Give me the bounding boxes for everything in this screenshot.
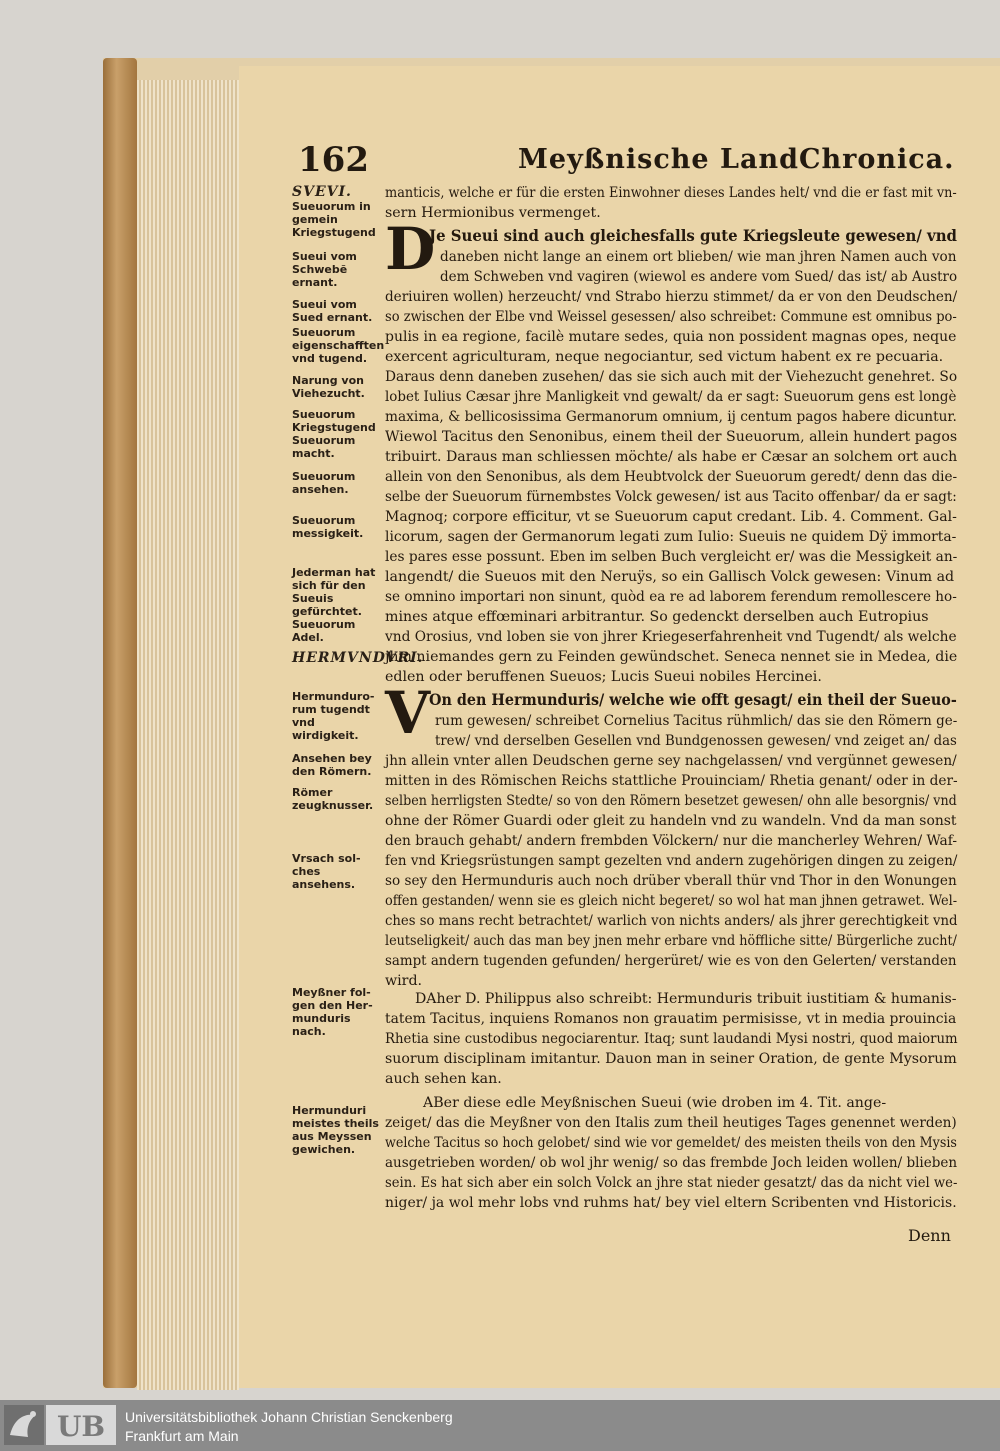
text-line: On den Hermunduris/ welche wie offt gesagt/ ein theil der Sueuo- xyxy=(429,690,957,709)
text-line: les pares esse possunt. Eben im selben Buch vergleicht er/ was die Messigkeit an- xyxy=(385,549,958,565)
marginal-section-heading: HERMVNDVRI. xyxy=(292,650,424,666)
marginal-section-heading: SVEVI. xyxy=(292,184,352,200)
text-line: jhm niemandes gern zu Feinden gewündschet. Seneca nennet sie in Medea, die xyxy=(385,649,958,665)
text-line: Je Sueui sind auch gleichesfalls gute Kriegsleute gewesen/ vnd xyxy=(429,226,958,245)
text-line: tribuirt. Daraus man schliessen möchte/ als habe er Cæsar an solchem ort auch xyxy=(385,449,958,465)
text-line: DAher D. Philippus also schreibt: Hermunduris tribuit iustitiam & humanis- xyxy=(415,991,957,1007)
marginal-note: Hermunduro-rum tugendt vnd wirdigkeit. xyxy=(292,690,375,742)
footer-bar xyxy=(0,1400,1000,1451)
text-line: manticis, welche er für die ersten Einwohner dieses Landes helt/ vnd die er fast mit vn- xyxy=(385,185,957,201)
text-line: se omnino importari non sinunt, quòd ea re ad laborem ferendum remollescere ho- xyxy=(385,589,957,605)
marginal-note: Sueui vom Sued ernant. xyxy=(292,298,373,324)
text-line: niger/ ja wol mehr lobs vnd ruhms hat/ bey viel eltern Scribenten vnd Historicis. xyxy=(385,1195,957,1211)
text-line: zeiget/ das die Meyßner von den Italis zum theil heutiges Tages genennet werden) xyxy=(385,1115,957,1131)
marginal-note: Narung von Viehezucht. xyxy=(292,374,365,400)
text-line: allein von den Senonibus, als dem Heubtvolck der Sueuorum geredt/ denn das die- xyxy=(385,469,958,485)
marginal-note: Sueuorum ansehen. xyxy=(292,470,356,496)
marginal-note: Ansehen bey den Römern. xyxy=(292,752,372,778)
text-line: trew/ vnd derselben Gesellen vnd Bundgenossen gewesen/ vnd zeiget an/ das xyxy=(435,733,957,749)
text-line: Magnoq; corpore efficitur, vt se Sueuorum caput credant. Lib. 4. Comment. Gal- xyxy=(385,509,957,525)
text-line: vnd Orosius, vnd loben sie von jhrer Kriegeserfahrenheit vnd Tugendt/ als welche xyxy=(385,629,957,645)
page-number: 162 xyxy=(298,140,369,180)
marginal-note: Sueuorum Adel. xyxy=(292,618,356,644)
text-line: Daraus denn daneben zusehen/ das sie sich auch mit der Viehezucht genehret. So xyxy=(385,369,958,385)
library-location: Frankfurt am Main xyxy=(125,1428,239,1444)
text-line: wird. xyxy=(385,973,423,989)
text-line: sampt andern tugenden gefunden/ hergerüret/ wie es von den Gelerten/ verstanden xyxy=(385,953,957,969)
text-line: exercent agriculturam, neque negociantur, sed victum habent ex re pecuaria. xyxy=(385,349,944,365)
text-line: mitten in des Römischen Reichs stattliche Prouinciam/ Rhetia genant/ oder in der- xyxy=(385,773,958,789)
text-line: selben herrligsten Stedte/ so von den Römern besetzet gewesen/ ohn alle besorgnis/ vnd xyxy=(385,793,957,809)
text-line: sern Hermionibus vermenget. xyxy=(385,205,601,221)
text-line: ausgetrieben worden/ ob wol jhr wenig/ so das frembde Joch leiden wollen/ blieben xyxy=(385,1155,958,1171)
text-line: mines atque effœminari arbitrantur. So gedenckt derselben auch Eutropius xyxy=(385,609,929,625)
text-line: den brauch gehabt/ andern frembden Völckern/ nur die mancherley Wehren/ Waf- xyxy=(385,833,957,849)
text-line: Rhetia sine custodibus negociarentur. Itaq; sunt laudandi Mysi nostri, quod maiorum xyxy=(385,1031,958,1047)
marginal-note: Vrsach sol-ches ansehens. xyxy=(292,852,361,891)
marginal-note: Sueuorum in gemein Kriegstugend xyxy=(292,200,376,239)
marginal-note: Sueuorum messigkeit. xyxy=(292,514,364,540)
text-line: licorum, sagen der Germanorum legati zum Iulio: Sueuis ne quidem Dÿ immorta- xyxy=(385,529,957,545)
text-line: dem Schweben vnd vagiren (wiewol es andere vom Sued/ das ist/ ab Austro xyxy=(440,269,958,285)
text-line: Wiewol Tacitus den Senonibus, einem theil der Sueuorum, allein hundert pagos xyxy=(385,429,958,445)
text-line: sein. Es hat sich aber ein solch Volck an jhre stat nieder gesatzt/ das da nicht viel we- xyxy=(385,1175,958,1191)
ub-logo xyxy=(4,1405,116,1445)
text-line: ches so mans recht betrachtet/ warlich von nichts anders/ als jhrer gerechtigkeit vnd xyxy=(385,913,958,929)
text-line: pulis in ea regione, facilè mutare sedes, quia non possident magnas opes, neque xyxy=(385,329,957,345)
marginal-note: Römer zeugknusser. xyxy=(292,786,374,812)
text-line: auch sehen kan. xyxy=(385,1071,502,1087)
text-line: jhn allein vnter allen Deudschen gerne sey nachgelassen/ vnd vergünnet gewesen/ xyxy=(385,753,957,769)
running-title: Meyßnische LandChronica. xyxy=(518,144,955,175)
text-line: offen gestanden/ wenn sie es gleich nicht begeret/ so wol hat man jhnen getrawet. Wel- xyxy=(385,893,958,909)
marginal-note: Sueuorum eigenschafften vnd tugend. xyxy=(292,326,385,365)
text-line: daneben nicht lange an einem ort blieben/ wie man jhren Namen auch von xyxy=(440,249,957,265)
text-line: ABer diese edle Meyßnischen Sueui (wie droben im 4. Tit. ange- xyxy=(423,1095,887,1111)
text-line: lobet Iulius Cæsar jhre Manligkeit vnd gewalt/ da er sagt: Sueuorum gens est longè xyxy=(385,389,957,405)
library-name: Universitätsbibliothek Johann Christian Senckenberg xyxy=(125,1409,453,1425)
ub-logo-text: UB xyxy=(56,1410,106,1443)
text-line: ohne der Römer Guardi oder gleit zu handeln vnd zu wandeln. Vnd da man sonst xyxy=(385,813,957,829)
text-line: maxima, & bellicosissima Germanorum omnium, ij centum pagos habere dicuntur. xyxy=(385,409,957,425)
page-edges xyxy=(137,80,239,1390)
text-line: fen vnd Kriegsrüstungen sampt gezelten vnd andern zugehörigen dingen zu zeigen/ xyxy=(385,853,958,869)
drop-cap: D xyxy=(385,215,436,283)
marginal-note: Sueuorum Kriegstugend Sueuorum macht. xyxy=(292,408,376,460)
marginal-note: Hermunduri meistes theils aus Meyssen gewichen. xyxy=(292,1104,379,1156)
text-line: rum gewesen/ schreibet Cornelius Tacitus rühmlich/ das sie den Römern ge- xyxy=(435,713,958,729)
catchword: Denn xyxy=(908,1226,951,1245)
drop-cap: V xyxy=(385,679,431,747)
marginal-note: Jederman hat sich für den Sueuis gefürchtet. xyxy=(292,566,376,618)
text-line: langendt/ die Sueuos mit den Neruÿs, so ein Gallisch Volck gewesen: Vinum ad xyxy=(385,569,955,585)
marginal-note: Meyßner fol-gen den Her-munduris nach. xyxy=(292,986,373,1038)
text-line: suorum disciplinam imitantur. Dauon man in seiner Oration, de gente Mysorum xyxy=(385,1051,957,1067)
marginal-note: Sueui vom Schwebẽ ernant. xyxy=(292,250,357,289)
text-line: tatem Tacitus, inquiens Romanos non grauatim permisisse, vt in media prouincia xyxy=(385,1011,957,1027)
text-line: so zwischen der Elbe vnd Weissel gesessen/ also schreibet: Commune est omnibus po- xyxy=(385,309,957,325)
text-line: leutseligkeit/ auch das man bey jnen mehr erbare vnd höffliche sitte/ Bürgerliche zucht/ xyxy=(385,933,957,949)
text-line: deriuiren wollen) herzeucht/ vnd Strabo hierzu stimmet/ da er von den Deudschen/ xyxy=(385,289,958,305)
text-line: selbe der Sueuorum fürnembstes Volck gewesen/ ist aus Tacito offenbar/ da er sagt: xyxy=(385,489,957,505)
text-line: edlen oder beruffenen Sueuos; Lucis Sueui nobiles Hercinei. xyxy=(385,669,822,685)
text-line: so sey den Hermunduris auch noch drüber vberall thür vnd Thor in den Wonungen xyxy=(385,873,957,889)
page-header xyxy=(298,140,988,180)
book-spine xyxy=(103,58,137,1388)
text-line: welche Tacitus so hoch gelobet/ sind wie vor gemeldet/ des meisten theils von den Mysis xyxy=(385,1135,957,1151)
